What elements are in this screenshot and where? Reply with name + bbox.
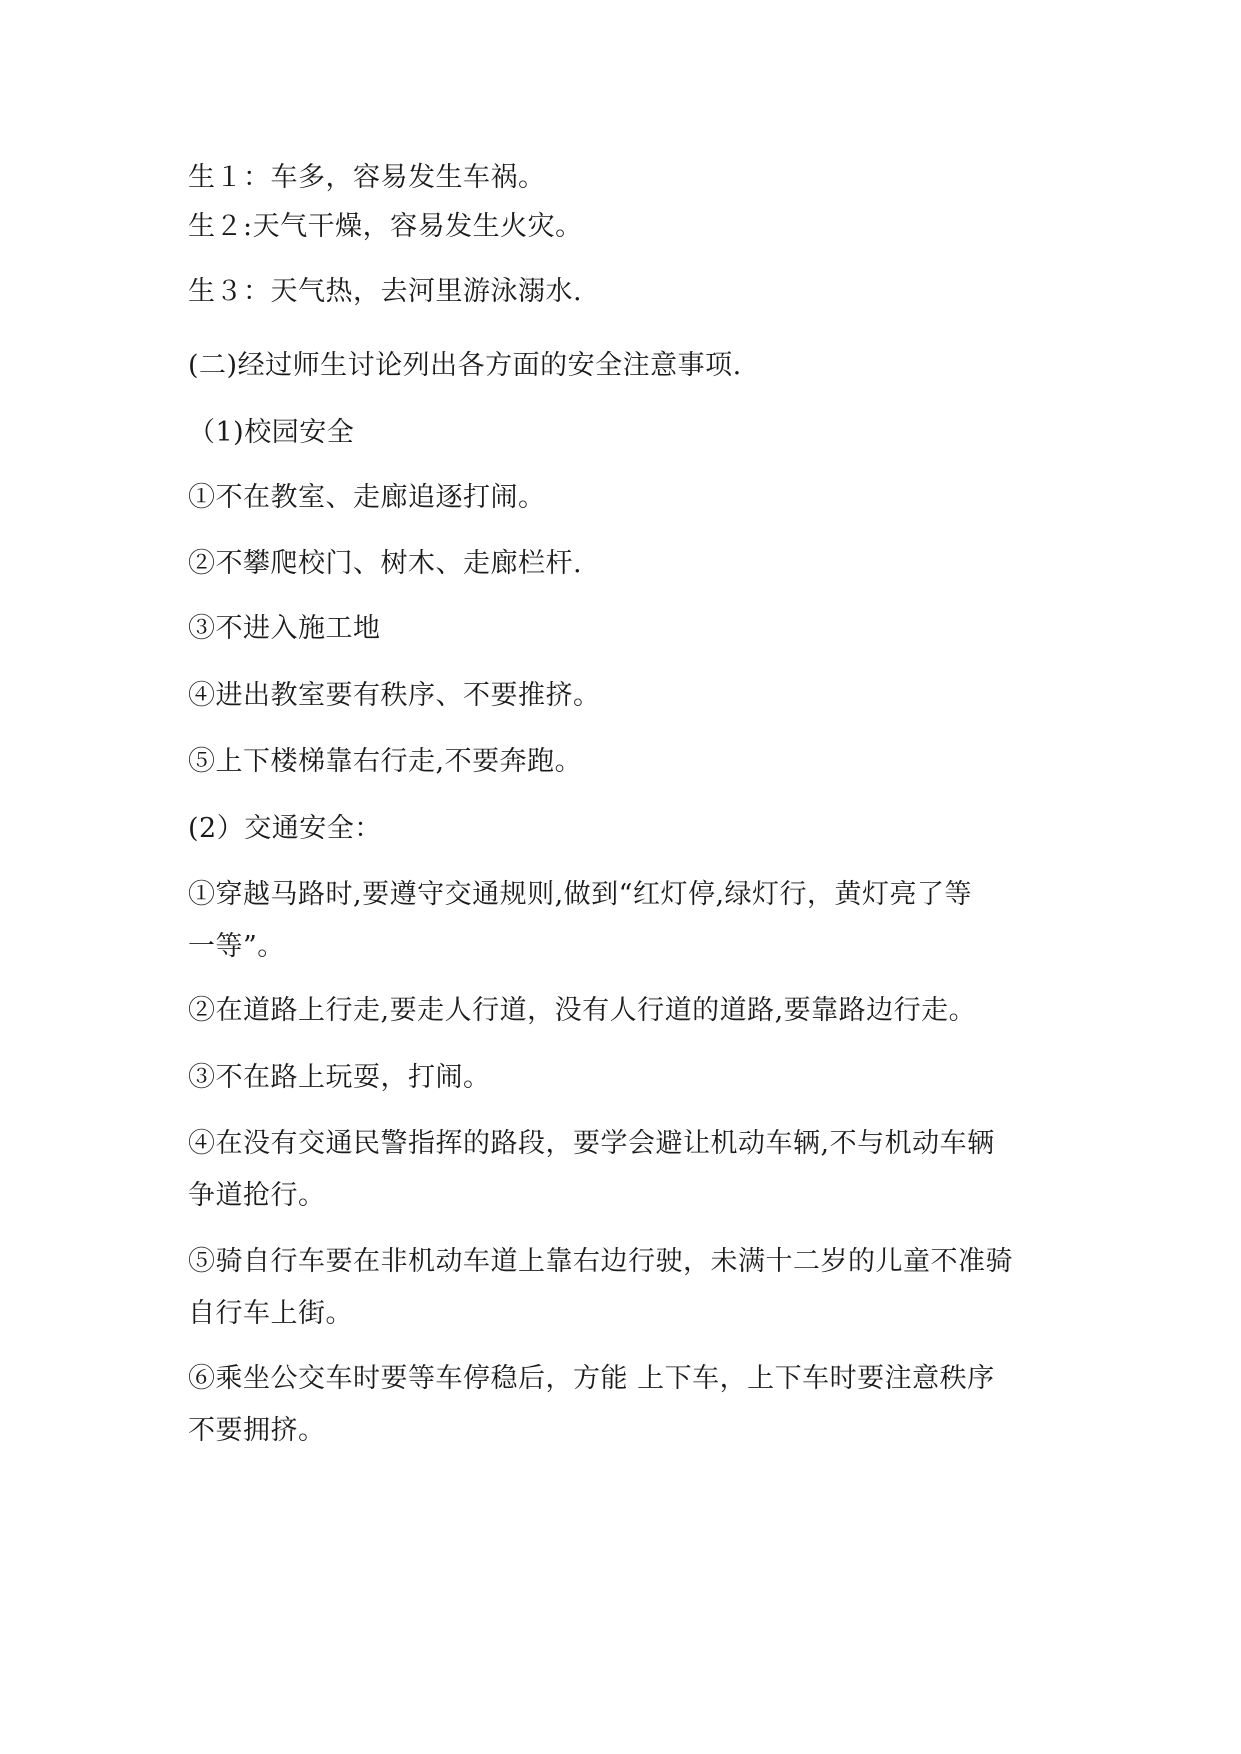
text-line: ⑤骑自行车要在非机动车道上靠右边行驶，未满十二岁的儿童不准骑 [188,1246,1013,1277]
text-line: 一等”。 [188,931,285,962]
list-item-campus-2 [188,538,1063,590]
text-line: (2）交通安全： [188,813,382,844]
list-item-traffic-4 [188,1118,1063,1222]
text-line: (二)经过师生讨论列出各方面的安全注意事项. [188,350,742,381]
text-line: 生３：天气热，去河里游泳溺水. [188,276,583,307]
text-line: ①穿越马路时,要遵守交通规则,做到“红灯停,绿灯行，黄灯亮了等 [188,879,973,910]
paragraph-student-2 [188,201,1063,253]
text-line: ②在道路上行走,要走人行道，没有人行道的道路,要靠路边行走。 [188,995,977,1026]
text-line: ②不攀爬校门、树木、走廊栏杆. [188,548,583,579]
text-line: 生１：车多，容易发生车祸。 [188,162,546,193]
list-item-campus-5 [188,736,1063,788]
text-line: ⑤上下楼梯靠右行走,不要奔跑。 [188,746,583,777]
list-item-traffic-2 [188,985,1063,1037]
text-line: 不要拥挤。 [188,1415,326,1446]
text-line: ⑥乘坐公交车时要等车停稳后，方能 上下车，上下车时要注意秩序 [188,1363,995,1394]
list-item-traffic-6 [188,1353,1063,1457]
text-line: ④在没有交通民警指挥的路段，要学会避让机动车辆,不与机动车辆 [188,1128,995,1159]
text-line: ③不进入施工地 [188,613,381,644]
list-item-traffic-1 [188,869,1063,973]
section-heading-discussion [188,340,1063,392]
list-item-traffic-5 [188,1236,1063,1340]
subheading-traffic-safety [188,803,1063,855]
list-item-traffic-3 [188,1052,1063,1104]
subheading-campus-safety [188,407,1063,459]
text-line: ④进出教室要有秩序、不要推挤。 [188,680,601,711]
list-item-campus-3 [188,603,1063,655]
paragraph-student-1 [188,152,1063,204]
text-line: 争道抢行。 [188,1180,326,1211]
text-line: 生２:天气干燥，容易发生火灾。 [188,211,583,242]
text-line: 自行车上街。 [188,1298,353,1329]
list-item-campus-1 [188,472,1063,524]
text-line: ③不在路上玩耍，打闹。 [188,1062,491,1093]
text-line: （1)校园安全 [188,417,355,448]
paragraph-student-3 [188,266,1063,318]
text-line: ①不在教室、走廊追逐打闹。 [188,482,546,513]
list-item-campus-4 [188,670,1063,722]
